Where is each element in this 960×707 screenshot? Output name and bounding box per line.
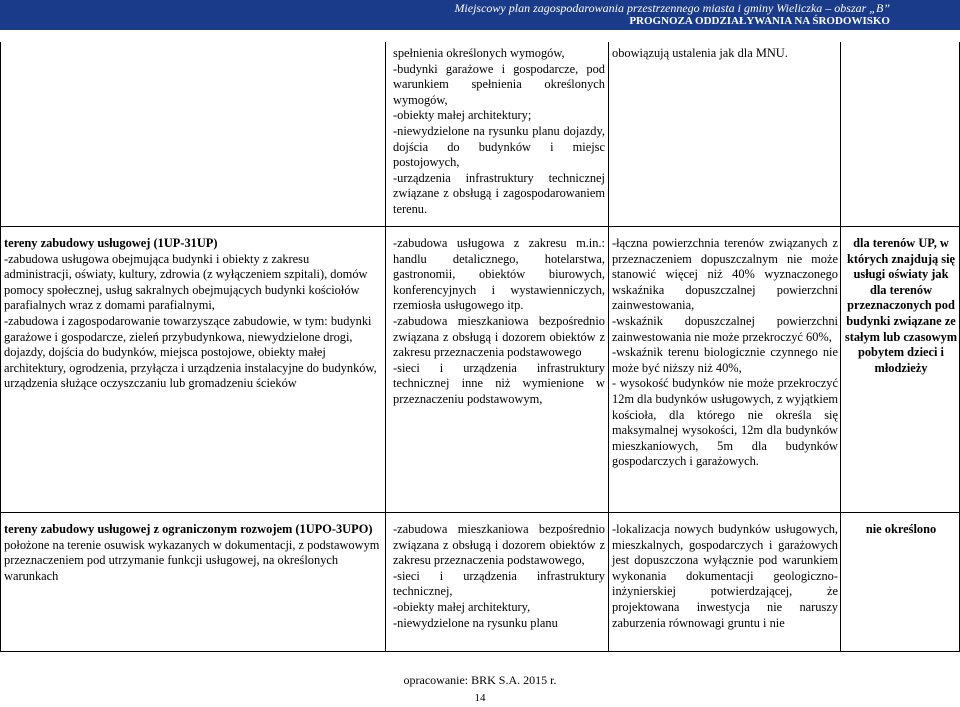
row1-allowed-use: -zabudowa usługowa z zakresu m.in.: handlu detalicznego, hotelarstwa, gastronomii, obiektów biurowych, konferencyjnych i wystawienniczych, rzemiosła usługowego itp. -zabudowa mieszkaniowa bezpośrednio związana z obsługą i dozorem obiektów z zakresu przeznaczenia podstawowego -sieci i urządzenia infrastruktury technicznej inne niż wymienione w przeznaczeniu podstawowym,	[393, 236, 605, 406]
row2-allowed-use: -zabudowa mieszkaniowa bezpośrednio związana z obsługą i dozorem obiektów z zakresu przeznaczenia podstawowego, -sieci i urządzenia infrastruktury technicznej, -obiekty małej architektury, -niewydzielone na rysunku planu	[393, 522, 605, 630]
header-plan-title: Miejscowy plan zagospodarowania przestrzennego miasta i gminy Wieliczka – obszar „B”	[454, 1, 890, 15]
row2-body: położone na terenie osuwisk wykazanych w dokumentacji, z podstawowym przeznaczeniem pod utrzymanie funkcji usługowej, na określonych warunkach	[4, 537, 380, 583]
row2-designation	[4, 522, 380, 584]
row0-allowed-use: spełnienia określonych wymogów, -budynki garażowe i gospodarcze, pod warunkiem spełnienia określonych wymogów, -obiekty małej architektury; -niewydzielone na rysunku planu dojazdy, dojścia do budynków i miejsc postojowych, -urządzenia infrastruktury technicznej związane z obsługą i zagospodarowaniem terenu.	[393, 46, 605, 216]
row2-title: tereny zabudowy usługowej z ograniczonym rozwojem (1UPO-3UPO)	[4, 522, 373, 536]
row1-noise-standard: dla terenów UP, w których znajdują się usługi oświaty jak dla terenów przeznaczonych pod budynki związane ze stałym lub czasowym pobytem dzieci i młodzieży	[844, 236, 958, 375]
footer-author: opracowanie: BRK S.A. 2015 r.	[403, 673, 557, 687]
row0-parameters: obowiązują ustalenia jak dla MNU.	[612, 46, 788, 60]
row2-noise-standard: nie określono	[865, 522, 937, 536]
row1-parameters: -łączna powierzchnia terenów związanych z przeznaczeniem dopuszczalnym nie może stanowić więcej niż 40% wyznaczonego wskaźnika dopuszczalnej powierzchni zainwestowania, -wskaźnik dopuszczalnej powierzchni zainwestowania nie może przekroczyć 60%, -wskaźnik terenu biologicznie czynnego nie może być niższy niż 40%, - wysokość budynków nie może przekroczyć 12m dla budynków usługowych, z wyjątkiem kościoła, dla którego nie określa się maksymalnej wysokości, 12m dla budynków mieszkaniowych, 5m dla budynków gospodarczych i garażowych.	[612, 236, 838, 469]
header-document-title: PROGNOZA ODDZIAŁYWANIA NA ŚRODOWISKO	[629, 15, 890, 27]
row1-title: tereny zabudowy usługowej (1UP-31UP)	[4, 236, 218, 250]
row1-designation	[4, 236, 380, 392]
page-number: 14	[474, 692, 486, 704]
row1-body: -zabudowa usługowa obejmująca budynki i obiekty z zakresu administracji, oświaty, kultury, zdrowia (z wyłączeniem szpitali), domów pomocy społecznej, usług sakralnych obejmujących budynki kościołów parafialnych wraz z domami parafialnymi, -zabudowa i zagospodarowanie towarzyszące zabudowie, w tym: budynki garażowe i gospodarcze, zieleń przybudynkowa, niewydzielone drogi, dojazdy, dojścia do budynków, miejsca postojowe, obiekty małej architektury, ogrodzenia, przyłącza i urządzenia instalacyjne do budynków, urządzenia służące oczyszczaniu lub gromadzeniu ścieków	[4, 251, 377, 391]
row2-parameters: -lokalizacja nowych budynków usługowych, mieszkalnych, gospodarczych i garażowych jest dopuszczona wyłącznie pod warunkiem wykonania dokumentacji geologiczno-inżynierskiej potwierdzającej, że projektowana inwestycja nie naruszy zaburzenia równowagi gruntu i nie	[612, 522, 838, 630]
